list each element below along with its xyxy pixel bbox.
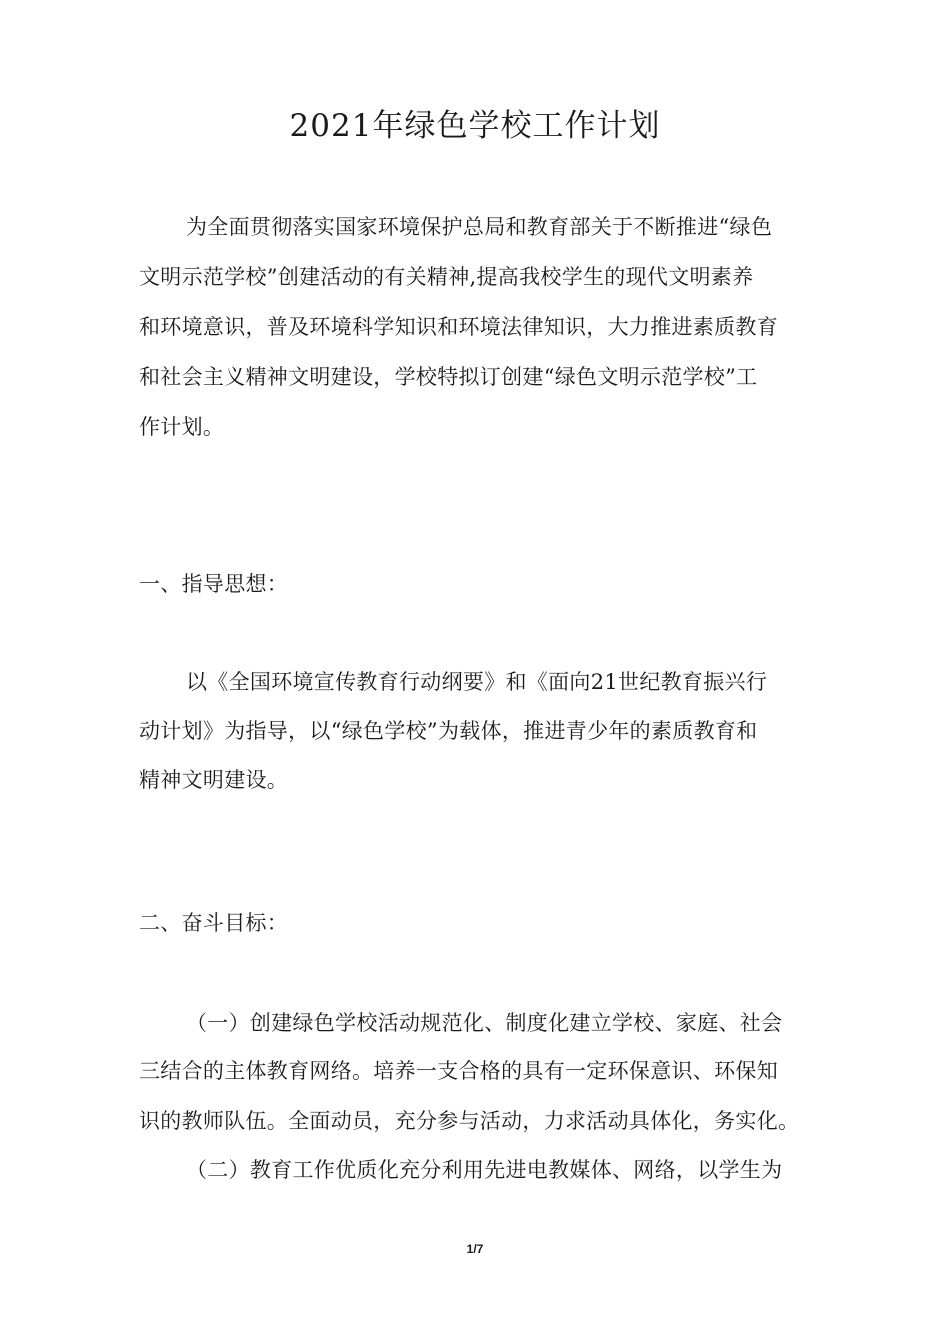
section1-line: 以《全国环境宣传教育行动纲要》和《面向21世纪教育振兴行 <box>186 670 768 694</box>
section2-item2-line: （二）教育工作优质化充分利用先进电教媒体、网络，以学生为 <box>186 1158 783 1182</box>
section-heading-goals: 二、奋斗目标： <box>139 911 289 935</box>
section-heading-guiding-ideology: 一、指导思想： <box>139 572 289 596</box>
section2-item1-line: 识的教师队伍。全面动员，充分参与活动，力求活动具体化，务实化。 <box>139 1109 800 1133</box>
section2-item1-line: （一）创建绿色学校活动规范化、制度化建立学校、家庭、社会 <box>186 1011 783 1035</box>
intro-line: 和社会主义精神文明建设，学校特拟订创建“绿色文明示范学校”工 <box>139 365 758 389</box>
intro-line: 文明示范学校”创建活动的有关精神,提高我校学生的现代文明素养 <box>139 265 754 289</box>
intro-line: 为全面贯彻落实国家环境保护总局和教育部关于不断推进“绿色 <box>186 215 773 239</box>
intro-line: 作计划。 <box>139 415 225 439</box>
section2-item1-line: 三结合的主体教育网络。培养一支合格的具有一定环保意识、环保知 <box>139 1059 778 1083</box>
section1-line: 精神文明建设。 <box>139 768 289 792</box>
section1-line: 动计划》为指导，以“绿色学校”为载体，推进青少年的素质教育和 <box>139 719 758 743</box>
document-title: 2021年绿色学校工作计划 <box>289 108 661 144</box>
page-number: 1/7 <box>466 1242 484 1256</box>
intro-line: 和环境意识，普及环境科学知识和环境法律知识，大力推进素质教育 <box>139 315 778 339</box>
